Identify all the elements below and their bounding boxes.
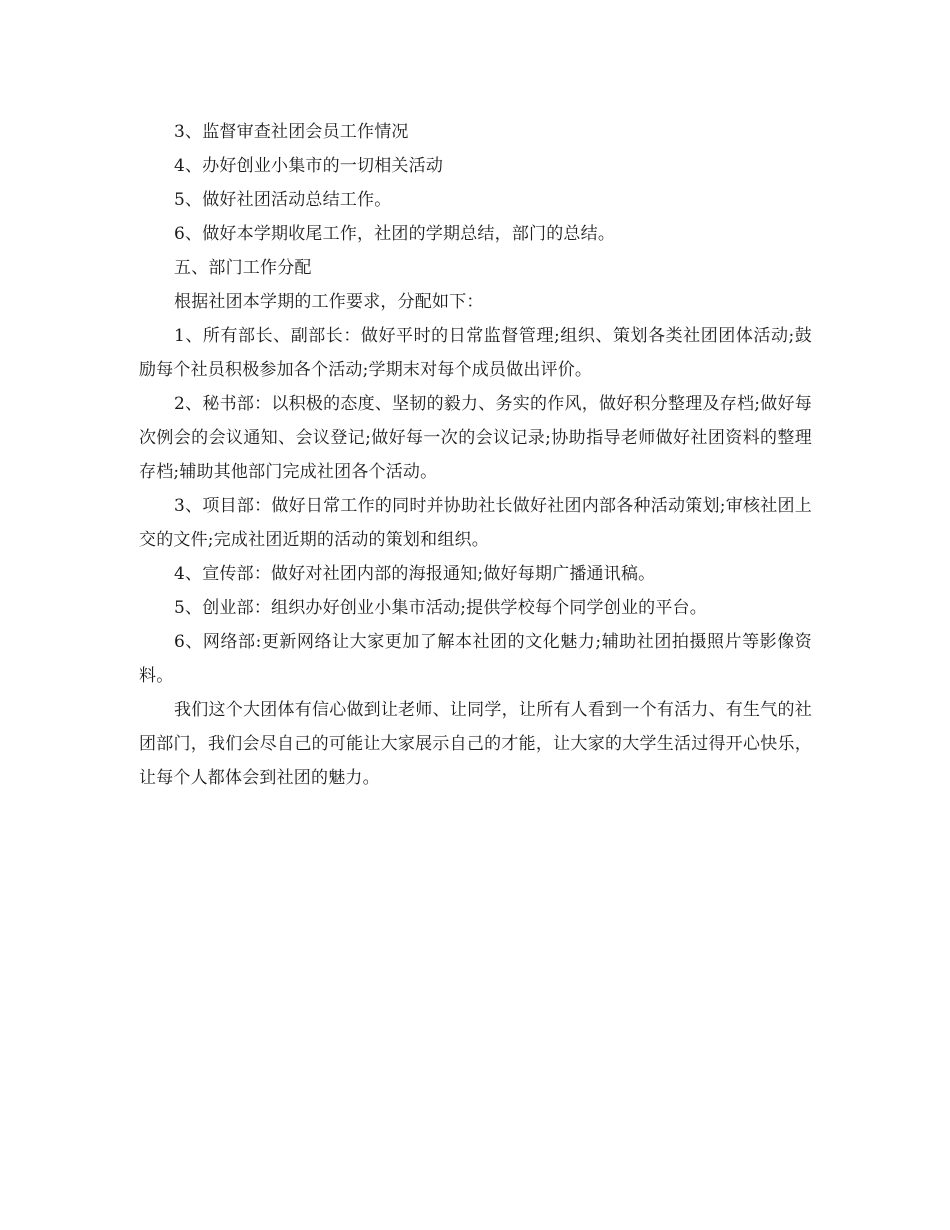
list-item: 6、网络部:更新网络让大家更加了解本社团的文化魅力;辅助社团拍摄照片等影像资料。	[139, 632, 812, 686]
list-item: 3、项目部：做好日常工作的同时并协助社长做好社团内部各种活动策划;审核社团上交的文件;完成社团近期的活动的策划和组织。	[139, 496, 812, 550]
list-item: 5、创业部：组织办好创业小集市活动;提供学校每个同学创业的平台。	[174, 598, 707, 618]
intro-paragraph: 根据社团本学期的工作要求，分配如下：	[174, 292, 484, 312]
list-item: 4、宣传部：做好对社团内部的海报通知;做好每期广播通讯稿。	[174, 564, 656, 584]
list-item: 5、做好社团活动总结工作。	[174, 190, 392, 210]
list-item: 4、办好创业小集市的一切相关活动	[174, 156, 444, 176]
list-item: 2、秘书部：以积极的态度、坚韧的毅力、务实的作风，做好积分整理及存档;做好每次例会的会议通知、会议登记;做好每一次的会议记录;协助指导老师做好社团资料的整理存档;辅助其他部门完成社团各个活动。	[139, 394, 812, 482]
document-body	[139, 115, 812, 795]
section-heading: 五、部门工作分配	[174, 258, 312, 278]
list-item: 3、监督审查社团会员工作情况	[174, 122, 409, 142]
list-item: 1、所有部长、副部长：做好平时的日常监督管理;组织、策划各类社团团体活动;鼓励每个社员积极参加各个活动;学期末对每个成员做出评价。	[139, 326, 812, 380]
closing-paragraph: 我们这个大团体有信心做到让老师、让同学，让所有人看到一个有活力、有生气的社团部门，我们会尽自己的可能让大家展示自己的才能，让大家的大学生活过得开心快乐，让每个人都体会到社团的魅力。	[139, 700, 812, 788]
list-item: 6、做好本学期收尾工作，社团的学期总结，部门的总结。	[174, 224, 616, 244]
